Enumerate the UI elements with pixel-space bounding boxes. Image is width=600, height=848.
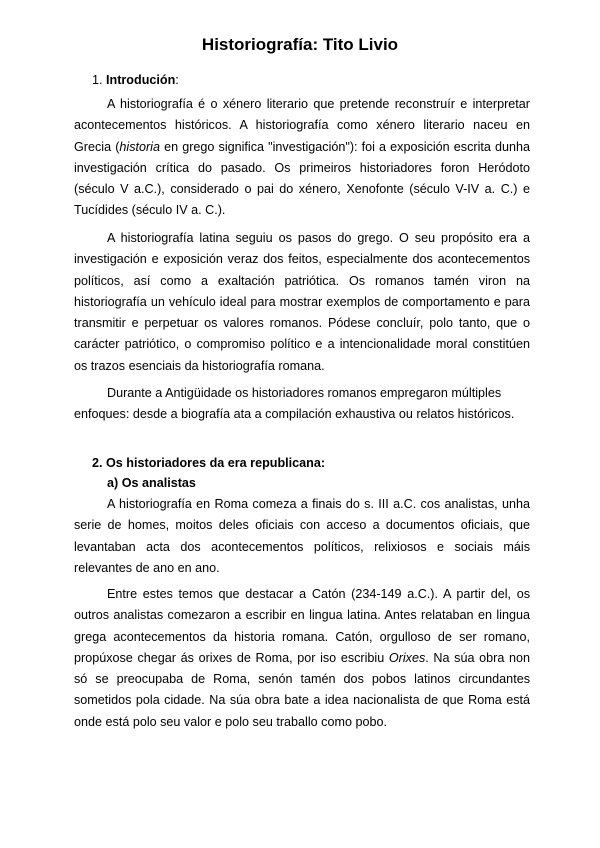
analistas-paragraph-2 [74, 584, 530, 733]
analistas-p2-text-b: . Na súa obra non só se preocupaba de Roma, senón tamén dos pobos latinos circundantes sometidos pola cidade. Na súa obra bate a idea nacionalista de que Roma está onde está polo seu valor e polo seu traballo como pobo. [74, 650, 530, 729]
section-1-heading [92, 71, 179, 89]
intro-p1-text-a: A historiografía é o xénero literario que pretende reconstruír e interpretar acontecementos históricos. A historiografía como xénero literario naceu en Grecia ( [74, 97, 530, 154]
section-1-number: 1. [92, 73, 103, 87]
section-1-colon: : [175, 73, 179, 87]
analistas-paragraph-1: A historiografía en Roma comeza a finais do s. III a.C. cos analistas, unha serie de homes, moitos deles oficiais con acceso a documentos oficiais, que levantaban acta dos acontecementos políticos, relixiosos e sociais máis relevantes de ano en ano. [74, 497, 530, 575]
section-1-title: Introdución [106, 73, 176, 87]
analistas-p2-text-a: Entre estes temos que destacar a Catón (234-149 a.C.). A partir del, os outros analistas comezaron a escribir en lingua latina. Antes relataban en lingua grega acontecementos da historia romana. Catón, orgulloso de ser romano, propúxose chegar ás orixes de Roma, por iso escribiu [74, 587, 530, 665]
intro-paragraph-2: A historiografía latina seguiu os pasos do grego. O seu propósito era a investigación e exposición veraz dos feitos, especialmente dos acontecementos políticos, así como a exaltación patriótica. Os romanos tamén viron na historiografía un vehículo ideal para mostrar exemplos de comportamento e para transmitir e perpetuar os valores romanos. Pódese concluír, polo tanto, que o carácter patriótico, o compromiso político e a intencionalidade moral constitúen os trazos esenciais da historiografía romana. [74, 231, 530, 373]
document-title: Historiografía: Tito Livio [201, 35, 399, 54]
section-2-heading: 2. Os historiadores da era republicana: [92, 456, 326, 470]
analistas-p2-italic-term: Orixes [388, 650, 426, 665]
subsection-a-heading: a) Os analistas [107, 476, 196, 490]
intro-paragraph-3: Durante a Antigüidade os historiadores romanos empregaron múltiples enfoques: desde a biografía ata a compilación exhaustiva ou relatos históricos. [74, 386, 515, 422]
intro-p1-text-b: en grego significa "investigación"): foi a exposición escrita dunha investigación crítica do pasado. Os primeiros historiadores foron Heródoto (século V a.C.), considerado o pai do xénero, Xenofonte (século V-IV a. C.) e Tucídides (século IV a. C.). [74, 139, 530, 218]
intro-paragraph-1 [74, 94, 530, 222]
intro-p1-italic-term: historia [119, 139, 160, 154]
